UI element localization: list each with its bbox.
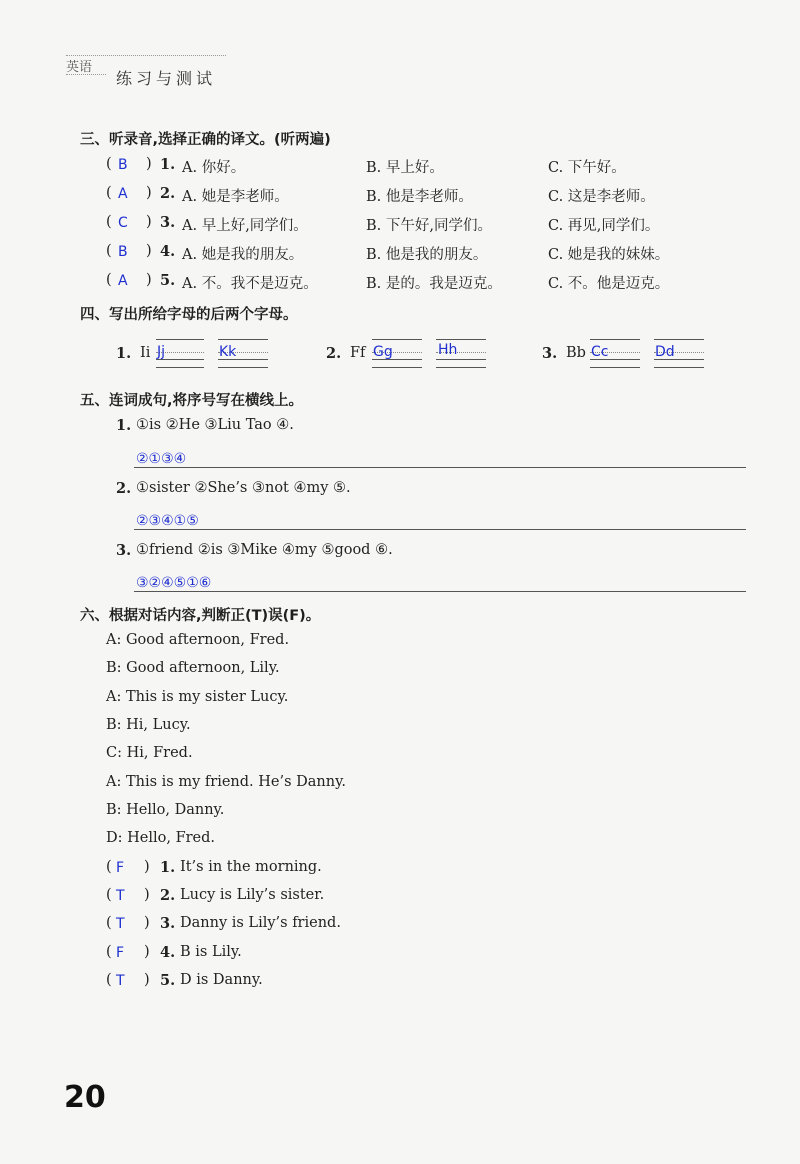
writing-line <box>590 339 640 340</box>
dialogue-line: D: Hello, Fred. <box>106 830 216 846</box>
writing-line <box>436 367 486 368</box>
option-a: A. 你好。 <box>182 160 246 176</box>
answer-line <box>134 529 746 530</box>
option-a: A. 不。我不是迈克。 <box>182 276 318 292</box>
answer: C <box>118 215 128 231</box>
answer: Kk <box>219 344 237 360</box>
word-list: ①is ②He ③Liu Tao ④. <box>136 417 294 433</box>
paren: ( <box>106 243 112 259</box>
option-b: B. 是的。我是迈克。 <box>366 276 502 292</box>
header-subject: 英语 <box>66 60 93 75</box>
answer: T <box>116 973 125 989</box>
option-b: B. 早上好。 <box>366 160 444 176</box>
question-number: 3. <box>160 214 176 231</box>
option-b: B. 他是李老师。 <box>366 189 473 205</box>
dialogue-line: A: This is my friend. He’s Danny. <box>106 774 346 790</box>
writing-line <box>218 339 268 340</box>
writing-line <box>372 367 422 368</box>
option-c: C. 不。他是迈克。 <box>548 276 670 292</box>
writing-line <box>590 367 640 368</box>
paren: ( <box>106 972 112 988</box>
paren: ( <box>106 214 112 230</box>
question-number: 1. <box>116 417 132 434</box>
question-number: 1. <box>160 156 176 173</box>
writing-line <box>436 339 486 340</box>
question-number: 2. <box>160 887 176 904</box>
header-subject-rule <box>66 74 106 75</box>
paren: ) <box>146 214 152 230</box>
answer: F <box>116 945 125 961</box>
option-c: C. 下午好。 <box>548 160 626 176</box>
question-number: 1. <box>160 859 176 876</box>
section-3-title: 三、听录音,选择正确的译文。(听两遍) <box>80 132 331 148</box>
paren: ( <box>106 156 112 172</box>
option-a: A. 她是我的朋友。 <box>182 247 304 263</box>
writing-line <box>436 359 486 360</box>
question-number: 4. <box>160 944 176 961</box>
answer-line <box>134 467 746 468</box>
writing-line <box>156 367 204 368</box>
question-number: 1. <box>116 345 132 362</box>
answer: A <box>118 186 128 202</box>
paren: ) <box>146 272 152 288</box>
question-number: 5. <box>160 972 176 989</box>
option-c: C. 这是李老师。 <box>548 189 655 205</box>
answer: B <box>118 157 128 173</box>
statement: It’s in the morning. <box>180 859 322 875</box>
writing-line <box>156 339 204 340</box>
paren: ( <box>106 859 112 875</box>
dialogue-line: B: Hi, Lucy. <box>106 717 191 733</box>
paren: ) <box>146 185 152 201</box>
answer: Dd <box>655 344 675 360</box>
answer: Gg <box>373 344 393 360</box>
answer: B <box>118 244 128 260</box>
question-number: 2. <box>326 345 342 362</box>
section-4-title: 四、写出所给字母的后两个字母。 <box>80 307 298 323</box>
dialogue-line: A: This is my sister Lucy. <box>106 689 289 705</box>
paren: ( <box>106 915 112 931</box>
option-b: B. 下午好,同学们。 <box>366 218 492 234</box>
statement: D is Danny. <box>180 972 263 988</box>
writing-line <box>654 367 704 368</box>
answer: F <box>116 860 125 876</box>
section-6-title: 六、根据对话内容,判断正(T)误(F)。 <box>80 608 321 624</box>
dialogue-line: C: Hi, Fred. <box>106 745 193 761</box>
question-number: 3. <box>542 345 558 362</box>
answer: ②①③④ <box>136 451 187 467</box>
given-letter: Bb <box>566 345 586 361</box>
option-c: C. 再见,同学们。 <box>548 218 660 234</box>
answer: Hh <box>438 342 458 358</box>
paren: ) <box>144 944 150 960</box>
answer: ③②④⑤①⑥ <box>136 575 212 591</box>
word-list: ①friend ②is ③Mike ④my ⑤good ⑥. <box>136 542 393 558</box>
question-number: 3. <box>116 542 132 559</box>
writing-line <box>654 339 704 340</box>
writing-line <box>218 367 268 368</box>
option-a: A. 她是李老师。 <box>182 189 289 205</box>
paren: ( <box>106 944 112 960</box>
statement: B is Lily. <box>180 944 242 960</box>
paren: ) <box>144 972 150 988</box>
paren: ) <box>146 243 152 259</box>
paren: ) <box>144 915 150 931</box>
answer: Jj <box>157 344 166 360</box>
given-letter: Ii <box>140 345 151 361</box>
paren: ( <box>106 272 112 288</box>
question-number: 3. <box>160 915 176 932</box>
dialogue-line: B: Hello, Danny. <box>106 802 225 818</box>
answer: T <box>116 888 125 904</box>
answer: Cc <box>591 344 609 360</box>
answer: ②③④①⑤ <box>136 513 199 529</box>
dialogue-line: A: Good afternoon, Fred. <box>106 632 290 648</box>
paren: ) <box>146 156 152 172</box>
answer: A <box>118 273 128 289</box>
option-c: C. 她是我的妹妹。 <box>548 247 670 263</box>
question-number: 5. <box>160 272 176 289</box>
answer: T <box>116 916 125 932</box>
paren: ( <box>106 887 112 903</box>
word-list: ①sister ②She’s ③not ④my ⑤. <box>136 480 351 496</box>
section-5-title: 五、连词成句,将序号写在横线上。 <box>80 393 304 409</box>
given-letter: Ff <box>350 345 366 361</box>
option-a: A. 早上好,同学们。 <box>182 218 308 234</box>
paren: ( <box>106 185 112 201</box>
paren: ) <box>144 887 150 903</box>
dialogue-line: B: Good afternoon, Lily. <box>106 660 280 676</box>
answer-line <box>134 591 746 592</box>
header-title: 练习与测试 <box>116 69 217 88</box>
statement: Lucy is Lily’s sister. <box>180 887 325 903</box>
page-number: 20 <box>64 1080 106 1115</box>
question-number: 2. <box>160 185 176 202</box>
question-number: 2. <box>116 480 132 497</box>
option-b: B. 他是我的朋友。 <box>366 247 488 263</box>
paren: ) <box>144 859 150 875</box>
writing-line <box>372 339 422 340</box>
question-number: 4. <box>160 243 176 260</box>
statement: Danny is Lily’s friend. <box>180 915 341 931</box>
